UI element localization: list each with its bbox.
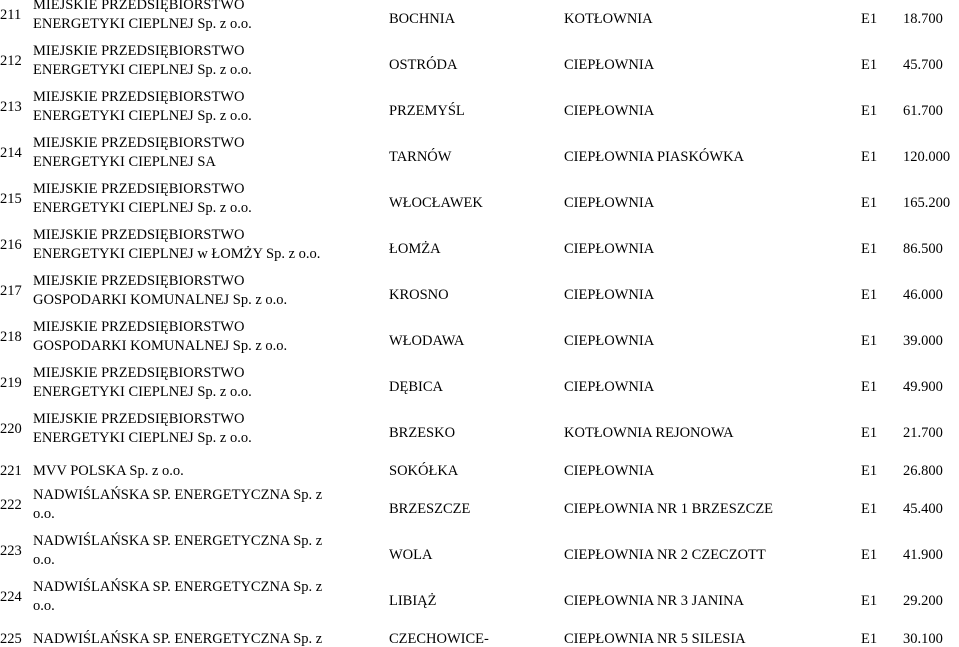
company-name (33, 488, 322, 521)
row-number: 221 (0, 463, 22, 479)
company-name-line-1: NADWIŚLAŃSKA SP. ENERGETYCZNA Sp. z (33, 533, 323, 549)
company-name (33, 580, 322, 613)
company-name-line-1: MIEJSKIE PRZEDSIĘBIORSTWO (33, 319, 245, 335)
row-number: 219 (0, 375, 22, 391)
facility-type: CIEPŁOWNIA NR 5 SILESIA (564, 631, 746, 647)
company-name-line-2: ENERGETYKI CIEPLNEJ Sp. z o.o. (33, 15, 252, 32)
row-number: 218 (0, 329, 22, 345)
row-number: 224 (0, 589, 22, 605)
company-name (33, 228, 320, 261)
capacity-value: 26.800 (903, 463, 943, 479)
company-name-line-1: MIEJSKIE PRZEDSIĘBIORSTWO (33, 365, 245, 381)
company-name-line-1: MIEJSKIE PRZEDSIĘBIORSTWO (33, 227, 245, 243)
company-name-line-2: GOSPODARKI KOMUNALNEJ Sp. z o.o. (33, 337, 288, 354)
capacity-value: 29.200 (903, 593, 943, 609)
facility-type: KOTŁOWNIA (564, 11, 653, 27)
city-name: BRZESZCZE (389, 501, 471, 517)
company-name (33, 412, 252, 445)
row-number: 220 (0, 421, 22, 437)
company-name (33, 274, 287, 307)
category-code: E1 (861, 501, 878, 517)
company-name-line-2: ENERGETYKI CIEPLNEJ w ŁOMŻY Sp. z o.o. (33, 245, 321, 262)
capacity-value: 61.700 (903, 103, 943, 119)
city-name: KROSNO (389, 287, 449, 303)
capacity-value: 45.400 (903, 501, 943, 517)
facility-type: CIEPŁOWNIA NR 3 JANINA (564, 593, 745, 609)
company-name (33, 534, 322, 567)
category-code: E1 (861, 103, 878, 119)
facility-type: CIEPŁOWNIA (564, 103, 655, 119)
category-code: E1 (861, 379, 878, 395)
capacity-value: 30.100 (903, 631, 943, 647)
company-name (33, 136, 244, 169)
facility-type: CIEPŁOWNIA (564, 287, 655, 303)
facility-type: CIEPŁOWNIA (564, 57, 655, 73)
company-name-line-1: NADWIŚLAŃSKA SP. ENERGETYCZNA Sp. z (33, 487, 323, 503)
company-name-line-2: o.o. (33, 551, 55, 568)
category-code: E1 (861, 631, 878, 647)
category-code: E1 (861, 149, 878, 165)
city-name: WOLA (389, 547, 433, 563)
facility-type: CIEPŁOWNIA NR 1 BRZESZCZE (564, 501, 774, 517)
row-number: 215 (0, 191, 22, 207)
city-name: CZECHOWICE- (389, 631, 489, 647)
city-name: SOKÓŁKA (389, 463, 459, 479)
facility-type: CIEPŁOWNIA (564, 379, 655, 395)
capacity-value: 86.500 (903, 241, 943, 257)
company-name-line-2: o.o. (33, 597, 55, 614)
category-code: E1 (861, 287, 878, 303)
company-name-line-1: MIEJSKIE PRZEDSIĘBIORSTWO (33, 89, 245, 105)
category-code: E1 (861, 425, 878, 441)
category-code: E1 (861, 333, 878, 349)
facility-type: CIEPŁOWNIA (564, 241, 655, 257)
row-number: 216 (0, 237, 22, 253)
city-name: DĘBICA (389, 379, 443, 395)
company-name-line-1: MIEJSKIE PRZEDSIĘBIORSTWO (33, 273, 245, 289)
row-number: 213 (0, 99, 22, 115)
facility-type: CIEPŁOWNIA NR 2 CZECZOTT (564, 547, 766, 563)
company-name (33, 182, 252, 215)
company-name-line-2: ENERGETYKI CIEPLNEJ Sp. z o.o. (33, 383, 252, 400)
row-number: 225 (0, 631, 22, 647)
company-name-line-2: ENERGETYKI CIEPLNEJ SA (33, 153, 216, 170)
capacity-value: 165.200 (903, 195, 951, 211)
city-name: OSTRÓDA (389, 57, 458, 73)
company-name (33, 90, 252, 123)
company-name-line-1: MVV POLSKA Sp. z o.o. (33, 463, 184, 479)
capacity-value: 41.900 (903, 547, 943, 563)
category-code: E1 (861, 57, 878, 73)
city-name: LIBIĄŻ (389, 593, 437, 609)
category-code: E1 (861, 195, 878, 211)
company-name (33, 0, 252, 31)
facility-type: CIEPŁOWNIA (564, 195, 655, 211)
company-name-line-1: MIEJSKIE PRZEDSIĘBIORSTWO (33, 135, 245, 151)
company-name-line-1: NADWIŚLAŃSKA SP. ENERGETYCZNA Sp. z (33, 631, 323, 647)
capacity-value: 46.000 (903, 287, 943, 303)
capacity-value: 45.700 (903, 57, 943, 73)
category-code: E1 (861, 241, 878, 257)
city-name: WŁOCŁAWEK (389, 195, 483, 211)
company-name-line-2: ENERGETYKI CIEPLNEJ Sp. z o.o. (33, 107, 252, 124)
company-name-line-2: o.o. (33, 505, 55, 522)
city-name: ŁOMŻA (389, 241, 441, 257)
capacity-value: 21.700 (903, 425, 943, 441)
category-code: E1 (861, 593, 878, 609)
company-name-line-1: NADWIŚLAŃSKA SP. ENERGETYCZNA Sp. z (33, 579, 323, 595)
company-name-line-1: MIEJSKIE PRZEDSIĘBIORSTWO (33, 0, 245, 13)
facility-type: CIEPŁOWNIA (564, 333, 655, 349)
capacity-value: 39.000 (903, 333, 943, 349)
category-code: E1 (861, 547, 878, 563)
city-name: TARNÓW (389, 149, 452, 165)
row-number: 212 (0, 53, 22, 69)
row-number: 211 (0, 7, 22, 23)
company-name (33, 44, 252, 77)
row-number: 214 (0, 145, 22, 161)
city-name: PRZEMYŚL (389, 103, 465, 119)
city-name: WŁODAWA (389, 333, 465, 349)
city-name: BRZESKO (389, 425, 456, 441)
facility-type: KOTŁOWNIA REJONOWA (564, 425, 734, 441)
company-name (33, 632, 322, 647)
company-name (33, 366, 252, 399)
company-name-line-1: MIEJSKIE PRZEDSIĘBIORSTWO (33, 411, 245, 427)
company-name-line-2: ENERGETYKI CIEPLNEJ Sp. z o.o. (33, 61, 252, 78)
company-name-line-2: ENERGETYKI CIEPLNEJ Sp. z o.o. (33, 199, 252, 216)
capacity-value: 49.900 (903, 379, 943, 395)
capacity-value: 120.000 (903, 149, 951, 165)
company-name-line-2: GOSPODARKI KOMUNALNEJ Sp. z o.o. (33, 291, 288, 308)
city-name: BOCHNIA (389, 11, 456, 27)
category-code: E1 (861, 463, 878, 479)
company-name-line-1: MIEJSKIE PRZEDSIĘBIORSTWO (33, 181, 245, 197)
company-name-line-2: ENERGETYKI CIEPLNEJ Sp. z o.o. (33, 429, 252, 446)
facility-type: CIEPŁOWNIA (564, 463, 655, 479)
row-number: 223 (0, 543, 22, 559)
row-number: 217 (0, 283, 22, 299)
capacity-value: 18.700 (903, 11, 943, 27)
row-number: 222 (0, 497, 22, 513)
company-name (33, 320, 287, 353)
company-name (33, 464, 184, 479)
category-code: E1 (861, 11, 878, 27)
facility-type: CIEPŁOWNIA PIASKÓWKA (564, 149, 745, 165)
company-name-line-1: MIEJSKIE PRZEDSIĘBIORSTWO (33, 43, 245, 59)
